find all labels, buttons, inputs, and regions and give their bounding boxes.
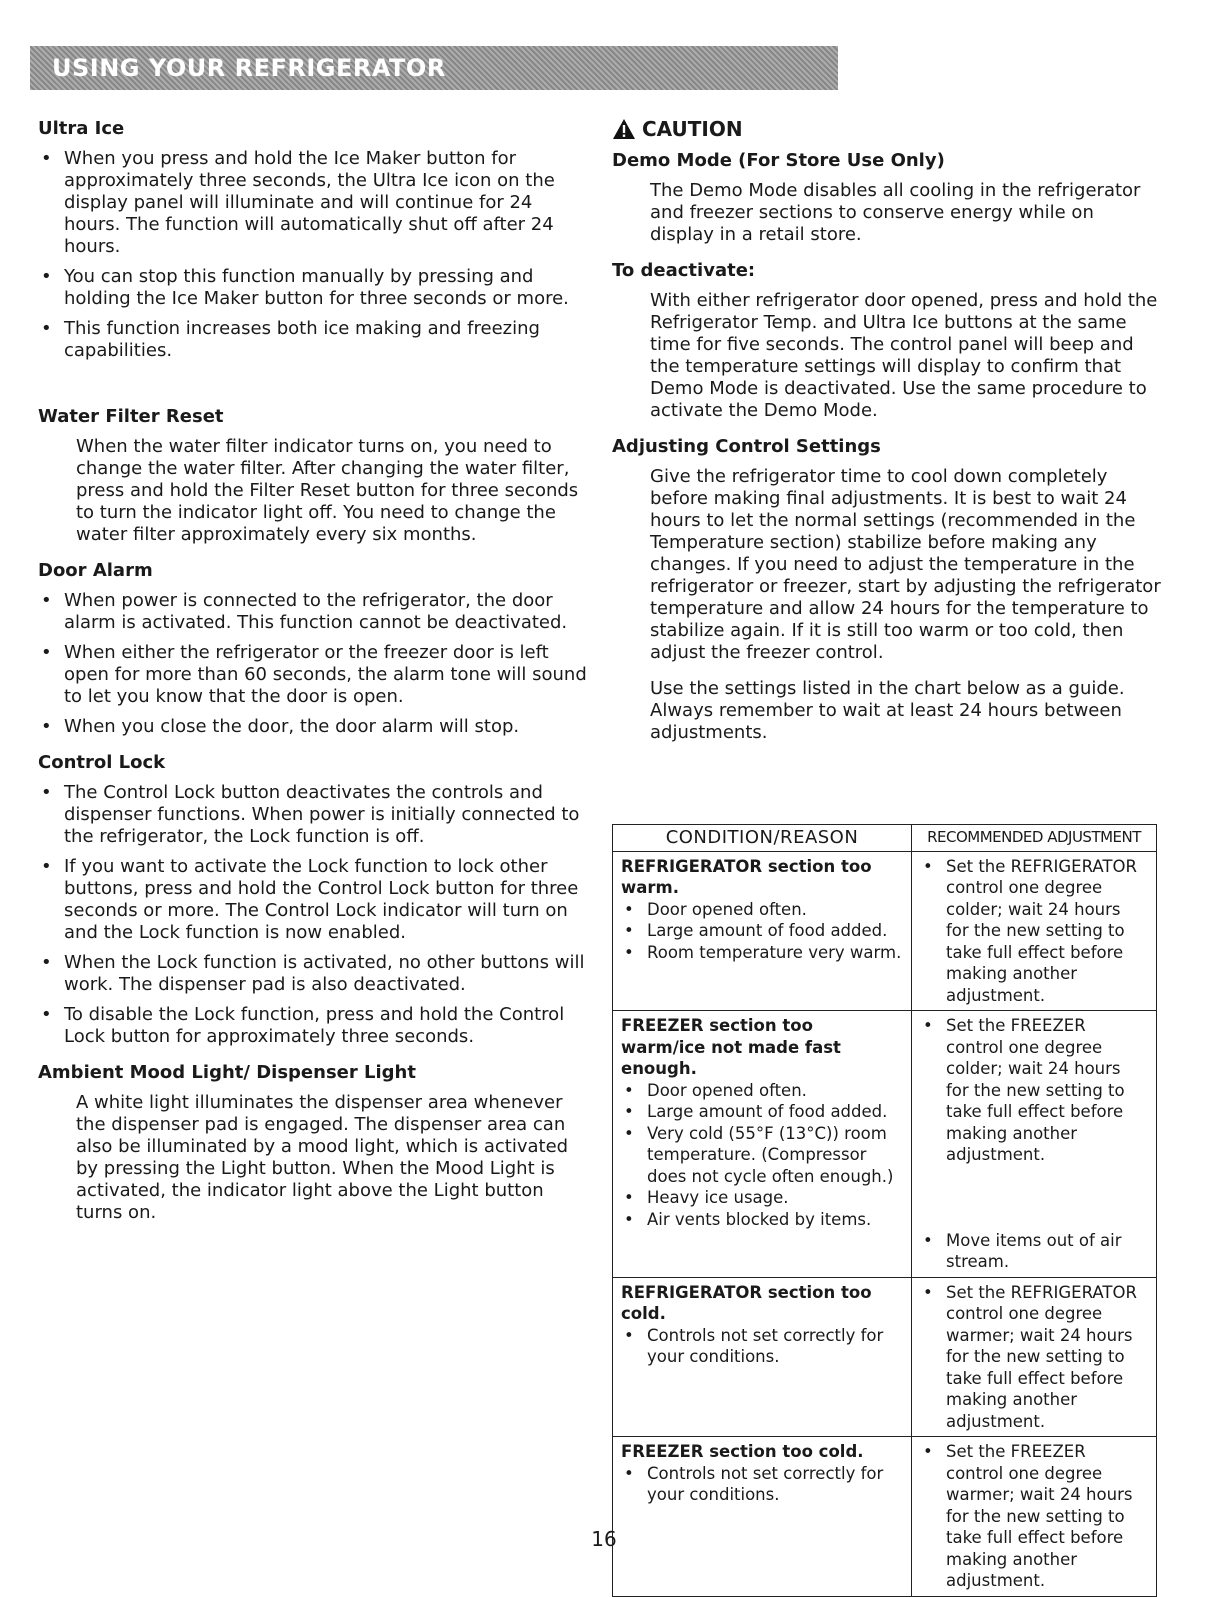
condition-cell bbox=[613, 1437, 912, 1597]
table-row bbox=[613, 1277, 1157, 1437]
condition-title: REFRIGERATOR section too warm. bbox=[621, 856, 872, 897]
adjusting-heading: Adjusting Control Settings bbox=[612, 436, 881, 457]
reason-list bbox=[621, 1463, 903, 1506]
adjustment-cell bbox=[912, 1437, 1157, 1597]
list-item: • Set the REFRIGERATOR control one degree warmer; wait 24 hours for the new setting to take full effect before making another adjustment. bbox=[920, 1282, 1148, 1433]
ultra-ice-list bbox=[38, 148, 593, 362]
list-item: • You can stop this function manually by pressing and holding the Ice Maker button for three seconds or more. bbox=[38, 266, 593, 310]
list-item: • Door opened often. bbox=[621, 899, 903, 921]
table-header-row bbox=[613, 825, 1157, 852]
list-item: • Very cold (55°F (13°C)) room temperature. (Compressor does not cycle often enough.) bbox=[621, 1123, 903, 1188]
list-item: • Set the REFRIGERATOR control one degree colder; wait 24 hours for the new setting to take full effect before making another adjustment. bbox=[920, 856, 1148, 1007]
list-item: • When you close the door, the door alarm will stop. bbox=[38, 716, 593, 738]
table-row bbox=[613, 1011, 1157, 1278]
adjustment-list bbox=[920, 856, 1148, 1007]
adjustment-list bbox=[920, 1282, 1148, 1433]
water-filter-text: When the water filter indicator turns on, you need to change the water filter. After changing the water filter, press and hold the Filter Reset button for three seconds to turn the indicator light off. You need to change the water filter approximately every six months. bbox=[76, 436, 579, 545]
list-item: • Large amount of food added. bbox=[621, 920, 903, 942]
door-alarm-list bbox=[38, 590, 593, 738]
right-column bbox=[612, 118, 1162, 758]
list-item: • When either the refrigerator or the freezer door is left open for more than 60 seconds, the alarm tone will sound to let you know that the door is open. bbox=[38, 642, 593, 708]
adjustment-list bbox=[920, 1441, 1148, 1592]
list-item: • The Control Lock button deactivates the controls and dispenser functions. When power is initially connected to the refrigerator, the Lock function is off. bbox=[38, 782, 593, 848]
adjustment-cell bbox=[912, 1277, 1157, 1437]
condition-title: REFRIGERATOR section too cold. bbox=[621, 1282, 872, 1323]
mood-light-heading: Ambient Mood Light/ Dispenser Light bbox=[38, 1062, 416, 1083]
reason-list bbox=[621, 899, 903, 964]
deactivate-text: With either refrigerator door opened, press and hold the Refrigerator Temp. and Ultra Ice buttons at the same time for five seconds. The control panel will beep and the temperature settings will display to confirm that Demo Mode is deactivated. Use the same procedure to activate the Demo Mode. bbox=[650, 290, 1158, 421]
section-banner bbox=[30, 46, 838, 90]
condition-title: FREEZER section too cold. bbox=[621, 1442, 864, 1461]
control-lock-list bbox=[38, 782, 593, 1048]
control-lock-heading: Control Lock bbox=[38, 752, 166, 773]
left-column bbox=[38, 118, 593, 1238]
reason-list bbox=[621, 1080, 903, 1231]
list-item: • Heavy ice usage. bbox=[621, 1187, 903, 1209]
condition-header: CONDITION/REASON bbox=[613, 825, 912, 852]
adjusting-text-1: Give the refrigerator time to cool down completely before making final adjustments. It is best to wait 24 hours to let the normal settings (recommended in the Temperature section) stabilize before making any changes. If you need to adjust the temperature in the refrigerator or freezer, start by adjusting the refrigerator temperature and allow 24 hours for the temperature to stabilize again. If it is still too warm or too cold, then adjust the freezer control. bbox=[650, 466, 1161, 663]
list-item: • Air vents blocked by items. bbox=[621, 1209, 903, 1231]
condition-cell bbox=[613, 851, 912, 1011]
list-item: • Large amount of food added. bbox=[621, 1101, 903, 1123]
deactivate-heading: To deactivate: bbox=[612, 260, 756, 281]
list-item: • This function increases both ice making and freezing capabilities. bbox=[38, 318, 593, 362]
list-item: • When the Lock function is activated, no other buttons will work. The dispenser pad is also deactivated. bbox=[38, 952, 593, 996]
condition-cell bbox=[613, 1277, 912, 1437]
list-item: • When you press and hold the Ice Maker button for approximately three seconds, the Ultra Ice icon on the display panel will illuminate and will continue for 24 hours. The function will automatically shut off after 24 hours. bbox=[38, 148, 593, 258]
list-item: • Controls not set correctly for your conditions. bbox=[621, 1463, 903, 1506]
list-item: • Set the FREEZER control one degree colder; wait 24 hours for the new setting to take full effect before making another adjustment. bbox=[920, 1015, 1148, 1166]
list-item: • Move items out of air stream. bbox=[920, 1230, 1148, 1273]
list-item: • To disable the Lock function, press and hold the Control Lock button for approximately three seconds. bbox=[38, 1004, 593, 1048]
page-number: 16 bbox=[591, 1527, 617, 1551]
demo-mode-text: The Demo Mode disables all cooling in the refrigerator and freezer sections to conserve energy while on display in a retail store. bbox=[650, 180, 1141, 245]
warning-triangle-icon bbox=[612, 118, 636, 140]
reason-list bbox=[621, 1325, 903, 1368]
condition-title: FREEZER section too warm/ice not made fast enough. bbox=[621, 1016, 841, 1078]
list-item: • If you want to activate the Lock function to lock other buttons, press and hold the Control Lock button for three seconds or more. The Control Lock indicator will turn on and the Lock function is now enabled. bbox=[38, 856, 593, 944]
adjustment-cell bbox=[912, 1011, 1157, 1278]
list-item: • Door opened often. bbox=[621, 1080, 903, 1102]
mood-light-text: A white light illuminates the dispenser area whenever the dispenser pad is engaged. The dispenser area can also be illuminated by a mood light, which is activated by pressing the Light button. When the Mood Light is activated, the indicator light above the Light button turns on. bbox=[76, 1092, 569, 1223]
list-item: • Set the FREEZER control one degree warmer; wait 24 hours for the new setting to take full effect before making another adjustment. bbox=[920, 1441, 1148, 1592]
list-item: • Room temperature very warm. bbox=[621, 942, 903, 964]
condition-cell bbox=[613, 1011, 912, 1278]
water-filter-heading: Water Filter Reset bbox=[38, 406, 224, 427]
list-item: • When power is connected to the refrigerator, the door alarm is activated. This function cannot be deactivated. bbox=[38, 590, 593, 634]
caution-label: CAUTION bbox=[642, 117, 743, 141]
adjustment-table bbox=[612, 824, 1157, 1597]
section-title: USING YOUR REFRIGERATOR bbox=[52, 54, 446, 82]
adjustment-list bbox=[920, 1015, 1148, 1273]
ultra-ice-heading: Ultra Ice bbox=[38, 118, 125, 139]
adjusting-text-2: Use the settings listed in the chart below as a guide. Always remember to wait at least 24 hours between adjustments. bbox=[650, 678, 1125, 743]
table-row bbox=[613, 1437, 1157, 1597]
adjustment-header: RECOMMENDED ADJUSTMENT bbox=[912, 825, 1157, 852]
demo-mode-heading: Demo Mode (For Store Use Only) bbox=[612, 150, 945, 171]
adjustment-cell bbox=[912, 851, 1157, 1011]
door-alarm-heading: Door Alarm bbox=[38, 560, 153, 581]
list-item: • Controls not set correctly for your conditions. bbox=[621, 1325, 903, 1368]
table-row bbox=[613, 851, 1157, 1011]
caution-heading bbox=[612, 118, 1162, 140]
